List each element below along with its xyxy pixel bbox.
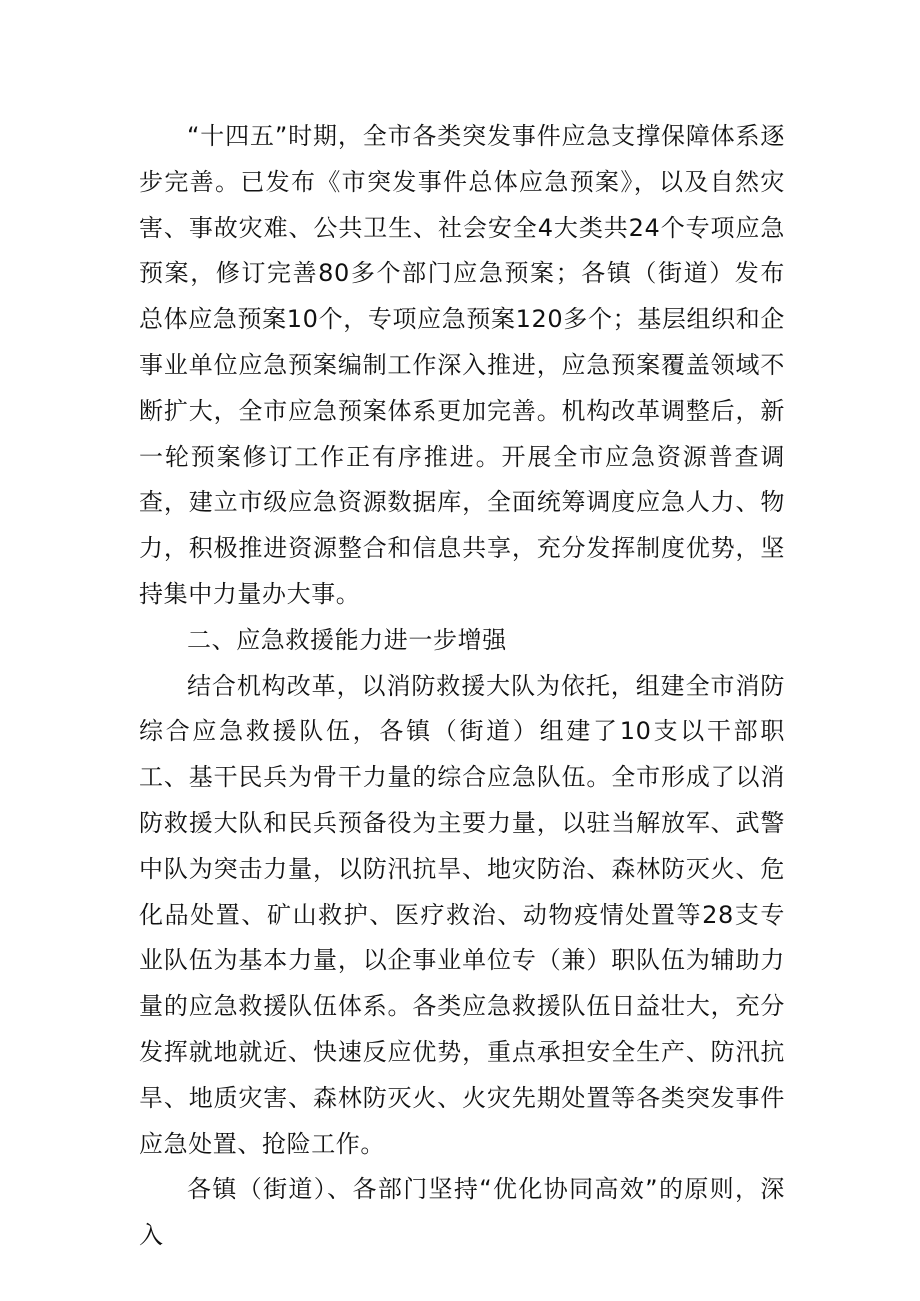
section-heading-rescue-capability: 二、应急救援能力进一步增强 bbox=[187, 625, 507, 654]
paragraph-coordination-principle: 各镇（街道）、各部门坚持“优化协同高效”的原则，深入 bbox=[139, 1175, 785, 1250]
document-body bbox=[139, 114, 785, 1259]
paragraph-emergency-support-system: “十四五”时期，全市各类突发事件应急支撑保障体系逐步完善。已发布《市突发事件总体应急预案》，以及自然灾害、事故灾难、公共卫生、社会安全4大类共24个专项应急预案，修订完善80多个部门应急预案；各镇（街道）发布总体应急预案10个，专项应急预案120多个；基层组织和企事业单位应急预案编制工作深入推进，应急预案覆盖领域不断扩大，全市应急预案体系更加完善。机构改革调整后，新一轮预案修订工作正有序推进。开展全市应急资源普查调查，建立市级应急资源数据库，全面统筹调度应急人力、物力，积极推进资源整合和信息共享，充分发挥制度优势，坚持集中力量办大事。 bbox=[139, 122, 785, 608]
paragraph-rescue-team-system: 结合机构改革，以消防救援大队为依托，组建全市消防综合应急救援队伍，各镇（街道）组建了10支以干部职工、基干民兵为骨干力量的综合应急队伍。全市形成了以消防救援大队和民兵预备役为主要力量，以驻当解放军、武警中队为突击力量，以防汛抗旱、地灾防治、森林防灭火、危化品处置、矿山救护、医疗救治、动物疫情处置等28支专业队伍为基本力量，以企事业单位专（兼）职队伍为辅助力量的应急救援队伍体系。各类应急救援队伍日益壮大，充分发挥就地就近、快速反应优势，重点承担安全生产、防汛抗旱、地质灾害、森林防灭火、火灾先期处置等各类突发事件应急处置、抢险工作。 bbox=[139, 671, 785, 1158]
